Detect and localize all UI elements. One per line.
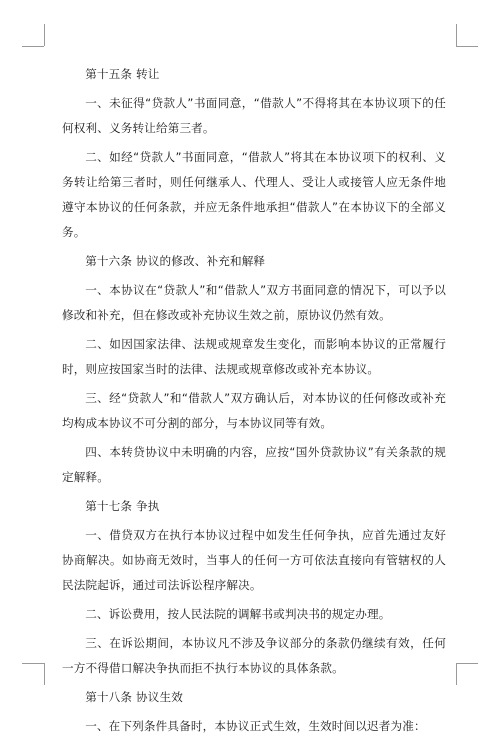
paragraph: 一、本协议在“贷款人”和“借款人”双方书面同意的情况下，可以予以修改和补充，但在修改或补充协议生效之前，原协议仍然有效。 bbox=[62, 283, 446, 322]
paragraph: 四、本转贷协议中未明确的内容，应按“国外贷款协议”有关条款的规定解释。 bbox=[62, 445, 446, 484]
paragraph: 二、如因国家法律、法规或规章发生变化，而影响本协议的正常履行时，则应按国家当时的法律、法规或规章修改或补充本协议。 bbox=[62, 337, 446, 376]
article-heading: 第十八条 协议生效 bbox=[85, 690, 183, 704]
paragraph: 二、如经“贷款人”书面同意，“借款人”将其在本协议项下的权利、义务转让给第三者时，则任何继承人、代理人、受让人或接管人应无条件地遵守本协议的任何条款，并应无条件地承担“借款人”在本协议下的全部义务。 bbox=[62, 150, 446, 239]
paragraph: 一、未征得“贷款人”书面同意，“借款人”不得将其在本协议项下的任何权利、义务转让给第三者。 bbox=[62, 96, 446, 135]
article-heading: 第十七条 争执 bbox=[85, 499, 160, 513]
article-heading: 第十五条 转让 bbox=[85, 67, 160, 81]
paragraph: 三、在诉讼期间，本协议凡不涉及争议部分的条款仍继续有效，任何一方不得借口解决争执而拒不执行本协议的具体条款。 bbox=[62, 636, 446, 675]
paragraph: 二、诉讼费用，按人民法院的调解书或判决书的规定办理。 bbox=[85, 607, 391, 621]
article-heading: 第十六条 协议的修改、补充和解释 bbox=[85, 254, 266, 268]
paragraph: 三、经“贷款人”和“借款人”双方确认后，对本协议的任何修改或补充均构成本协议不可分割的部分，与本协议同等有效。 bbox=[62, 391, 446, 430]
document-body bbox=[62, 62, 446, 743]
paragraph: 一、借贷双方在执行本协议过程中如发生任何争执，应首先通过友好协商解决。如协商无效时，当事人的任何一方可依法直接向有管辖权的人民法院起诉，通过司法诉讼程序解决。 bbox=[62, 528, 446, 592]
paragraph: 一、在下列条件具备时，本协议正式生效，生效时间以迟者为准： bbox=[85, 719, 426, 733]
